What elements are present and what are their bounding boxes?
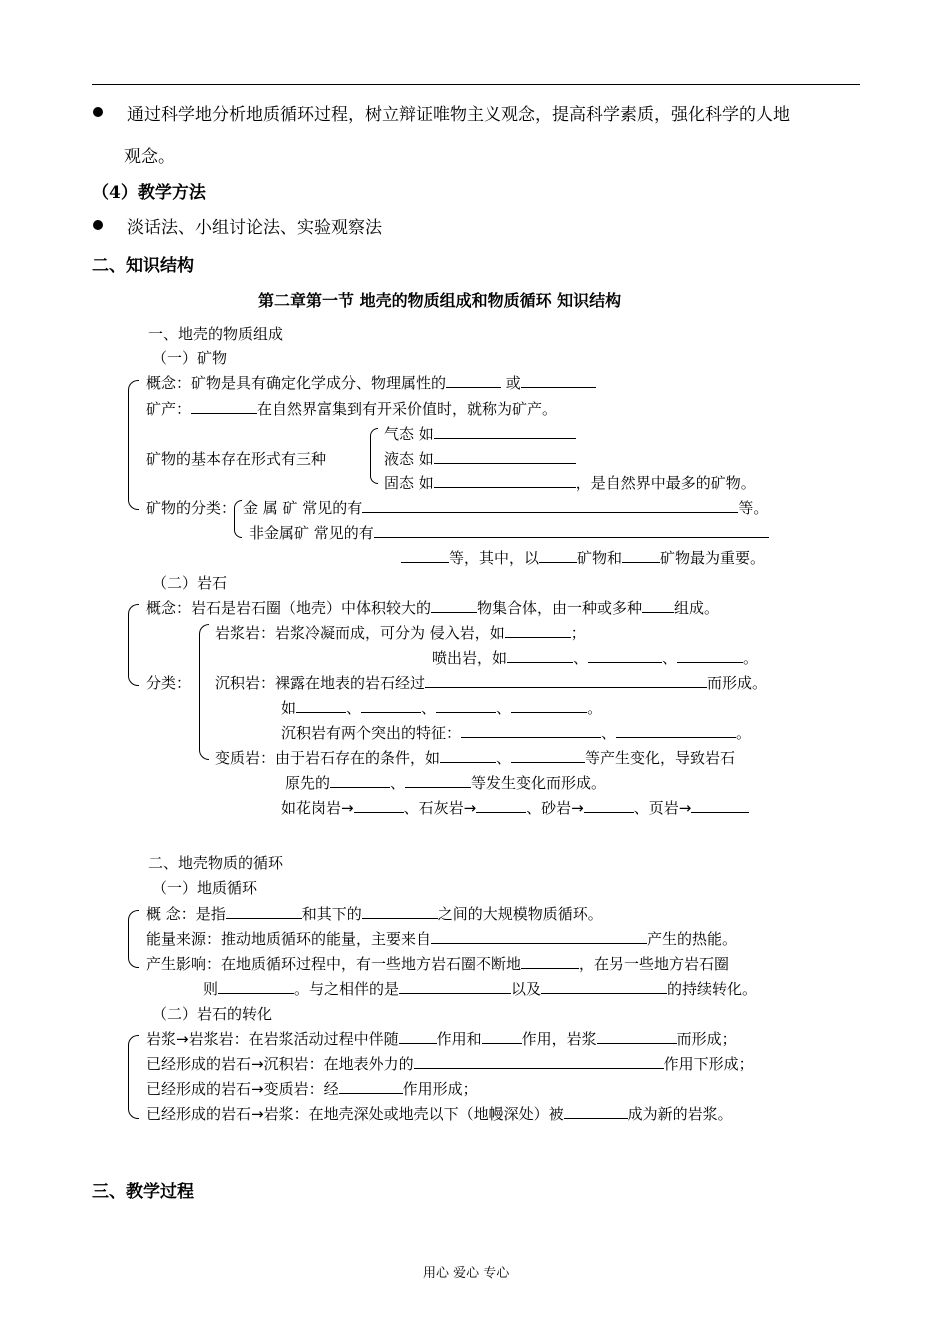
cycle-heading: （一）地质循环 [152, 879, 258, 897]
rock-metamorphic: 变质岩：由于岩石存在的条件，如 、 等产生变化，导致岩石 [215, 749, 736, 767]
rock-class-label: 分类： [146, 674, 192, 692]
rock-meta-examples: 如花岗岩→ 、石灰岩→ 、砂岩→ 、页岩→ [281, 797, 749, 818]
trans-row-metamorphic: 已经形成的岩石→变质岩：经 作用形成； [146, 1080, 478, 1098]
rock-sedimentary: 沉积岩：裸露在地表的岩石经过 而形成。 [215, 674, 768, 692]
trans-row-magma: 岩浆→岩浆岩：在岩浆活动过程中伴随 作用和 作用，岩浆 而形成； [146, 1030, 737, 1048]
rock-sed-examples: 如 、 、 、 。 [281, 699, 603, 717]
rock-igneous: 岩浆岩：岩浆冷凝而成，可分为 侵入岩，如 ； [215, 624, 586, 642]
mineral-concept: 概念：矿物是具有确定化学成分、物理属性的 或 [146, 372, 596, 393]
cycle-effect: 产生影响：在地质循环过程中，有一些地方岩石圈不断地 ，在另一些地方岩石圈 [146, 955, 730, 973]
bullet-text-line1: 通过科学地分析地质循环过程，树立辩证唯物主义观念，提高科学素质，强化科学的人地 [127, 105, 790, 125]
mineral-deposit: 矿产： 在自然界富集到有开采价值时，就称为矿产。 [146, 400, 558, 418]
header-rule [92, 84, 860, 85]
section-knowledge-structure: 二、知识结构 [92, 256, 194, 276]
trans-row-sedimentary: 已经形成的岩石→沉积岩：在地表外力的 作用下形成； [146, 1055, 754, 1073]
rock-brace [128, 604, 139, 686]
rock-meta-original: 原先的 、 等发生变化而形成。 [285, 774, 607, 792]
mineral-liquid: 液态 如 [384, 448, 576, 469]
mineral-brace [128, 380, 139, 510]
cycle-effect-cont: 则 。与之相伴的是 以及 的持续转化。 [203, 980, 758, 998]
rock-heading: （二）岩石 [152, 574, 228, 592]
part1-heading: 一、地壳的物质组成 [148, 325, 284, 343]
mineral-class-label: 矿物的分类： [146, 499, 237, 517]
cycle-energy: 能量来源：推动地质循环的能量，主要来自 产生的热能。 [146, 930, 738, 948]
bullet-dot [93, 107, 103, 117]
trans-heading: （二）岩石的转化 [152, 1005, 273, 1023]
mineral-nonmetal: 非金属矿 常见的有 [249, 522, 769, 543]
rock-extrusive: 喷出岩，如 、 、 。 [432, 649, 759, 667]
mineral-gas: 气态 如 [384, 423, 576, 444]
cycle-brace [128, 910, 139, 968]
bullet-text-line2: 观念。 [124, 147, 175, 167]
forms-brace [370, 428, 378, 484]
section-teaching-process: 三、教学过程 [92, 1182, 194, 1202]
mineral-metal: 金 属 矿 常见的有 等。 [243, 499, 769, 517]
rock-concept: 概念：岩石是岩石圈（地壳）中体积较大的 物集合体，由一种或多种 组成。 [146, 599, 720, 617]
trans-brace [128, 1035, 139, 1119]
trans-row-remelt: 已经形成的岩石→岩浆：在地壳深处或地壳以下（地幔深处）被 成为新的岩浆。 [146, 1105, 733, 1123]
mineral-heading: （一）矿物 [152, 349, 228, 367]
rock-sed-features: 沉积岩有两个突出的特征： 、 。 [281, 724, 752, 742]
heading-teaching-method: （4）教学方法 [92, 183, 206, 203]
kt-title: 第二章第一节 地壳的物质组成和物质循环 知识结构 [258, 291, 622, 310]
rock-class-brace [199, 624, 209, 760]
mineral-solid: 固态 如 ，是自然界中最多的矿物。 [384, 474, 756, 492]
bullet-dot [93, 220, 103, 230]
cycle-concept: 概 念：是指 和其下的 之间的大规模物质循环。 [146, 905, 603, 923]
bullet-text-methods: 淡话法、小组讨论法、实验观察法 [127, 218, 382, 238]
page-footer: 用心 爱心 专心 [423, 1266, 510, 1281]
mineral-among: 等，其中，以 矿物和 矿物最为重要。 [401, 547, 765, 568]
part2-heading: 二、地壳物质的循环 [148, 854, 284, 872]
mineral-forms-label: 矿物的基本存在形式有三种 [146, 450, 327, 468]
